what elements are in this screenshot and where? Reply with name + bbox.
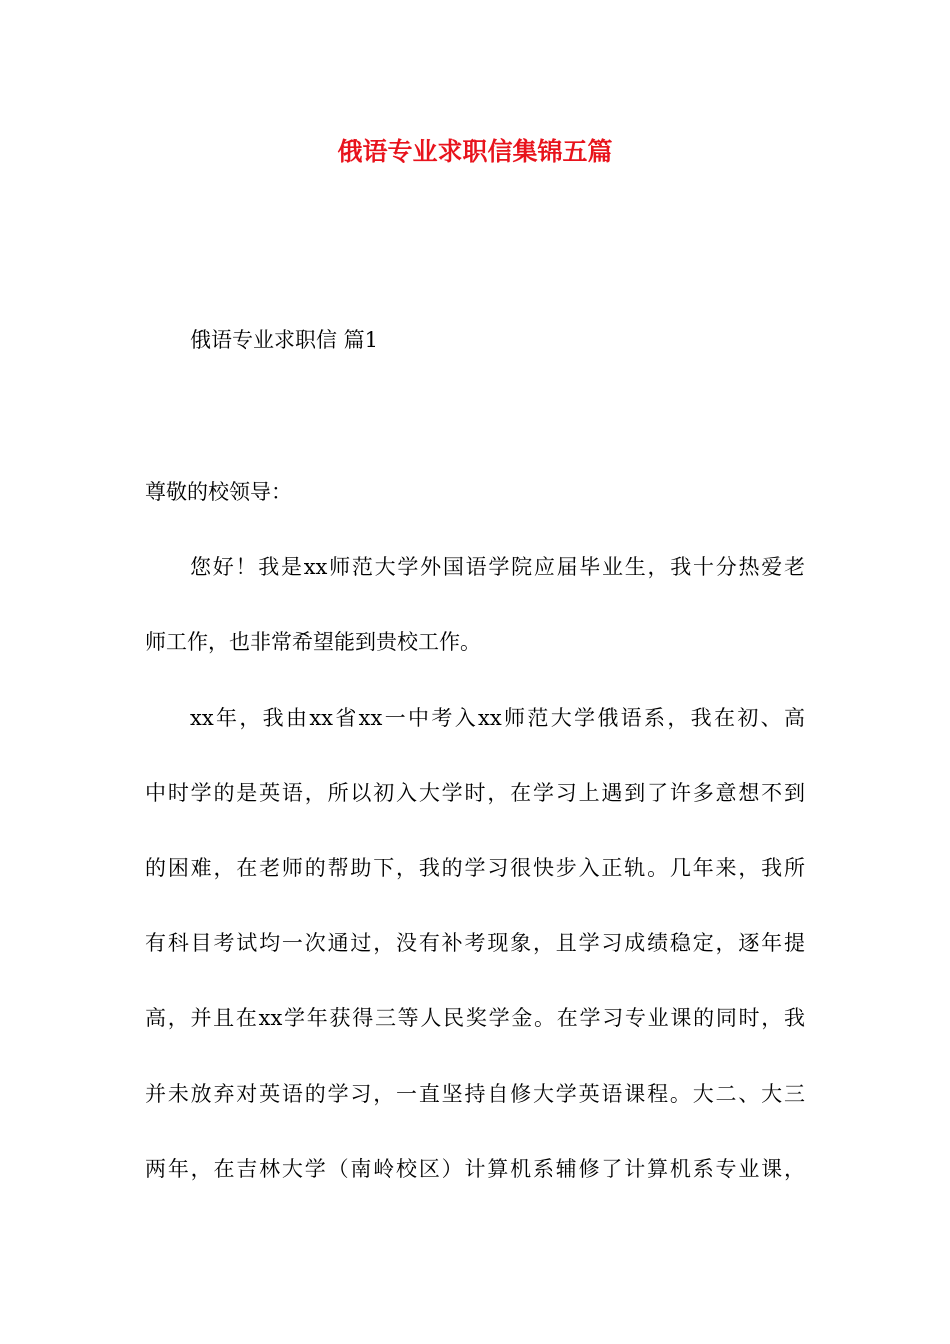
paragraph-line: 中时学的是英语，所以初入大学时，在学习上遇到了许多意想不到 [145, 781, 805, 805]
paragraph-line: 两年，在吉林大学（南岭校区）计算机系辅修了计算机系专业课， [145, 1157, 805, 1181]
paragraph-line: 师工作，也非常希望能到贵校工作。 [145, 630, 481, 654]
document-title: 俄语专业求职信集锦五篇 [337, 137, 613, 166]
paragraph-line: 您好！我是xx师范大学外国语学院应届毕业生，我十分热爱老 [190, 555, 805, 579]
salutation: 尊敬的校领导： [145, 480, 292, 504]
section-heading: 俄语专业求职信 篇1 [190, 328, 379, 352]
paragraph-line: 并未放弃对英语的学习，一直坚持自修大学英语课程。大二、大三 [145, 1082, 805, 1106]
paragraph-line: 有科目考试均一次通过，没有补考现象，且学习成绩稳定，逐年提 [145, 931, 805, 955]
paragraph-line: xx年，我由xx省xx一中考入xx师范大学俄语系，我在初、高 [190, 706, 805, 730]
paragraph-line: 高，并且在xx学年获得三等人民奖学金。在学习专业课的同时，我 [145, 1006, 805, 1030]
paragraph-line: 的困难，在老师的帮助下，我的学习很快步入正轨。几年来，我所 [145, 856, 805, 880]
